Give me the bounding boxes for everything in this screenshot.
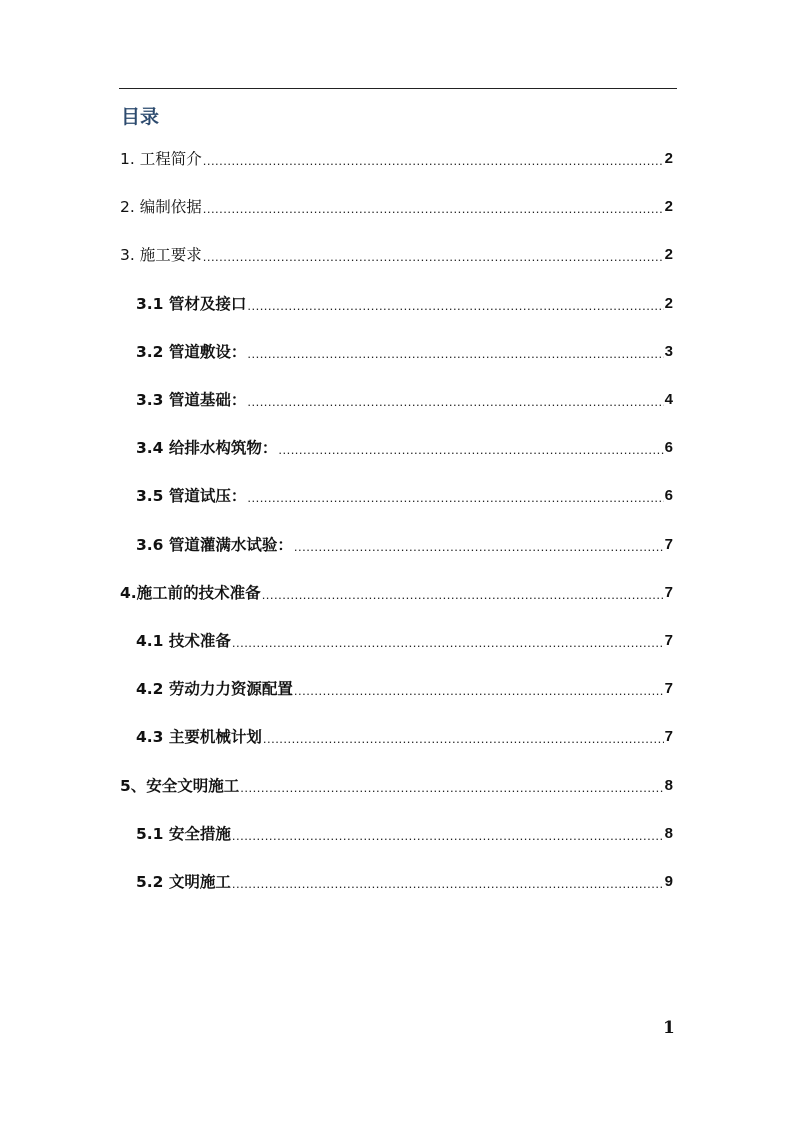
toc-entry-page: 2: [664, 246, 673, 264]
toc-entry[interactable]: [136, 436, 673, 460]
toc-entry-page: 9: [664, 873, 673, 890]
toc-dot-leader: [247, 344, 663, 364]
toc-entry-title: 3.6 管道灌满水试验：: [136, 535, 293, 554]
toc-entry-title: 1. 工程简介: [120, 150, 202, 168]
toc-entry-page: 2: [664, 198, 673, 216]
toc-entry-title: 5.2 文明施工: [136, 873, 231, 891]
toc-dot-leader: [247, 296, 663, 316]
toc-dot-leader: [294, 537, 664, 557]
toc-entry[interactable]: [136, 533, 673, 557]
toc-entry-title: 3.4 给排水构筑物：: [136, 439, 278, 458]
toc-entry-page: 7: [664, 728, 673, 746]
toc-entry[interactable]: [136, 388, 673, 412]
toc-entry-title: 2. 编制依据: [120, 198, 202, 217]
toc-dot-leader: [278, 440, 663, 460]
toc-entry[interactable]: [136, 870, 673, 894]
toc-dot-leader: [203, 247, 664, 267]
toc-entry[interactable]: [136, 292, 673, 316]
toc-entry[interactable]: [136, 340, 673, 364]
toc-entry[interactable]: [120, 195, 673, 219]
toc-entry[interactable]: [136, 677, 673, 701]
toc-entry[interactable]: [136, 725, 673, 749]
toc-dot-leader: [263, 729, 664, 749]
toc-entry-title: 4.施工前的技术准备: [120, 583, 261, 602]
toc-entry-title: 4.3 主要机械计划: [136, 728, 262, 747]
toc-dot-leader: [240, 778, 663, 798]
header-rule: [119, 88, 677, 89]
toc-entry-page: 2: [664, 150, 673, 167]
toc-entry[interactable]: [136, 484, 673, 508]
toc-entry-page: 6: [664, 439, 673, 457]
toc-dot-leader: [232, 826, 664, 846]
toc-dot-leader: [247, 488, 663, 508]
toc-entry-title: 3.5 管道试压：: [136, 487, 247, 506]
toc-entry-page: 7: [664, 535, 673, 553]
toc-entry-page: 7: [664, 680, 673, 698]
toc-dot-leader: [262, 585, 664, 605]
toc-dot-leader: [294, 681, 664, 701]
toc-title: 目录: [121, 106, 160, 128]
toc-dot-leader: [203, 199, 664, 219]
toc-entry-page: 7: [664, 632, 673, 649]
toc-entry[interactable]: [136, 629, 673, 653]
toc-dot-leader: [232, 633, 664, 653]
toc-entry-title: 3. 施工要求: [120, 246, 202, 265]
toc-entry-title: 3.1 管材及接口: [136, 294, 247, 313]
toc-dot-leader: [247, 392, 663, 412]
toc-entry[interactable]: [136, 822, 673, 846]
toc-dot-leader: [232, 874, 664, 894]
toc-entry[interactable]: [120, 243, 673, 267]
toc-entry-title: 3.2 管道敷设：: [136, 342, 247, 361]
toc-entry[interactable]: [120, 581, 673, 605]
toc-entry[interactable]: [120, 147, 673, 171]
toc-entry-page: 8: [664, 776, 673, 794]
toc-entry[interactable]: [120, 774, 673, 798]
toc-entry-page: 6: [664, 487, 673, 505]
toc-entry-page: 2: [664, 294, 673, 312]
page-number: 1: [663, 1018, 675, 1038]
toc-entry-page: 8: [664, 824, 673, 842]
toc-entry-title: 4.1 技术准备: [136, 632, 231, 650]
toc-entry-title: 5、安全文明施工: [120, 776, 240, 795]
toc-entry-page: 3: [664, 342, 673, 360]
toc-dot-leader: [203, 151, 664, 171]
toc-entry-title: 4.2 劳动力力资源配置: [136, 680, 293, 699]
toc-entry-title: 3.3 管道基础：: [136, 391, 247, 409]
toc-entry-page: 7: [664, 583, 673, 601]
toc-entry-title: 5.1 安全措施: [136, 824, 231, 843]
toc-entry-page: 4: [664, 391, 673, 408]
